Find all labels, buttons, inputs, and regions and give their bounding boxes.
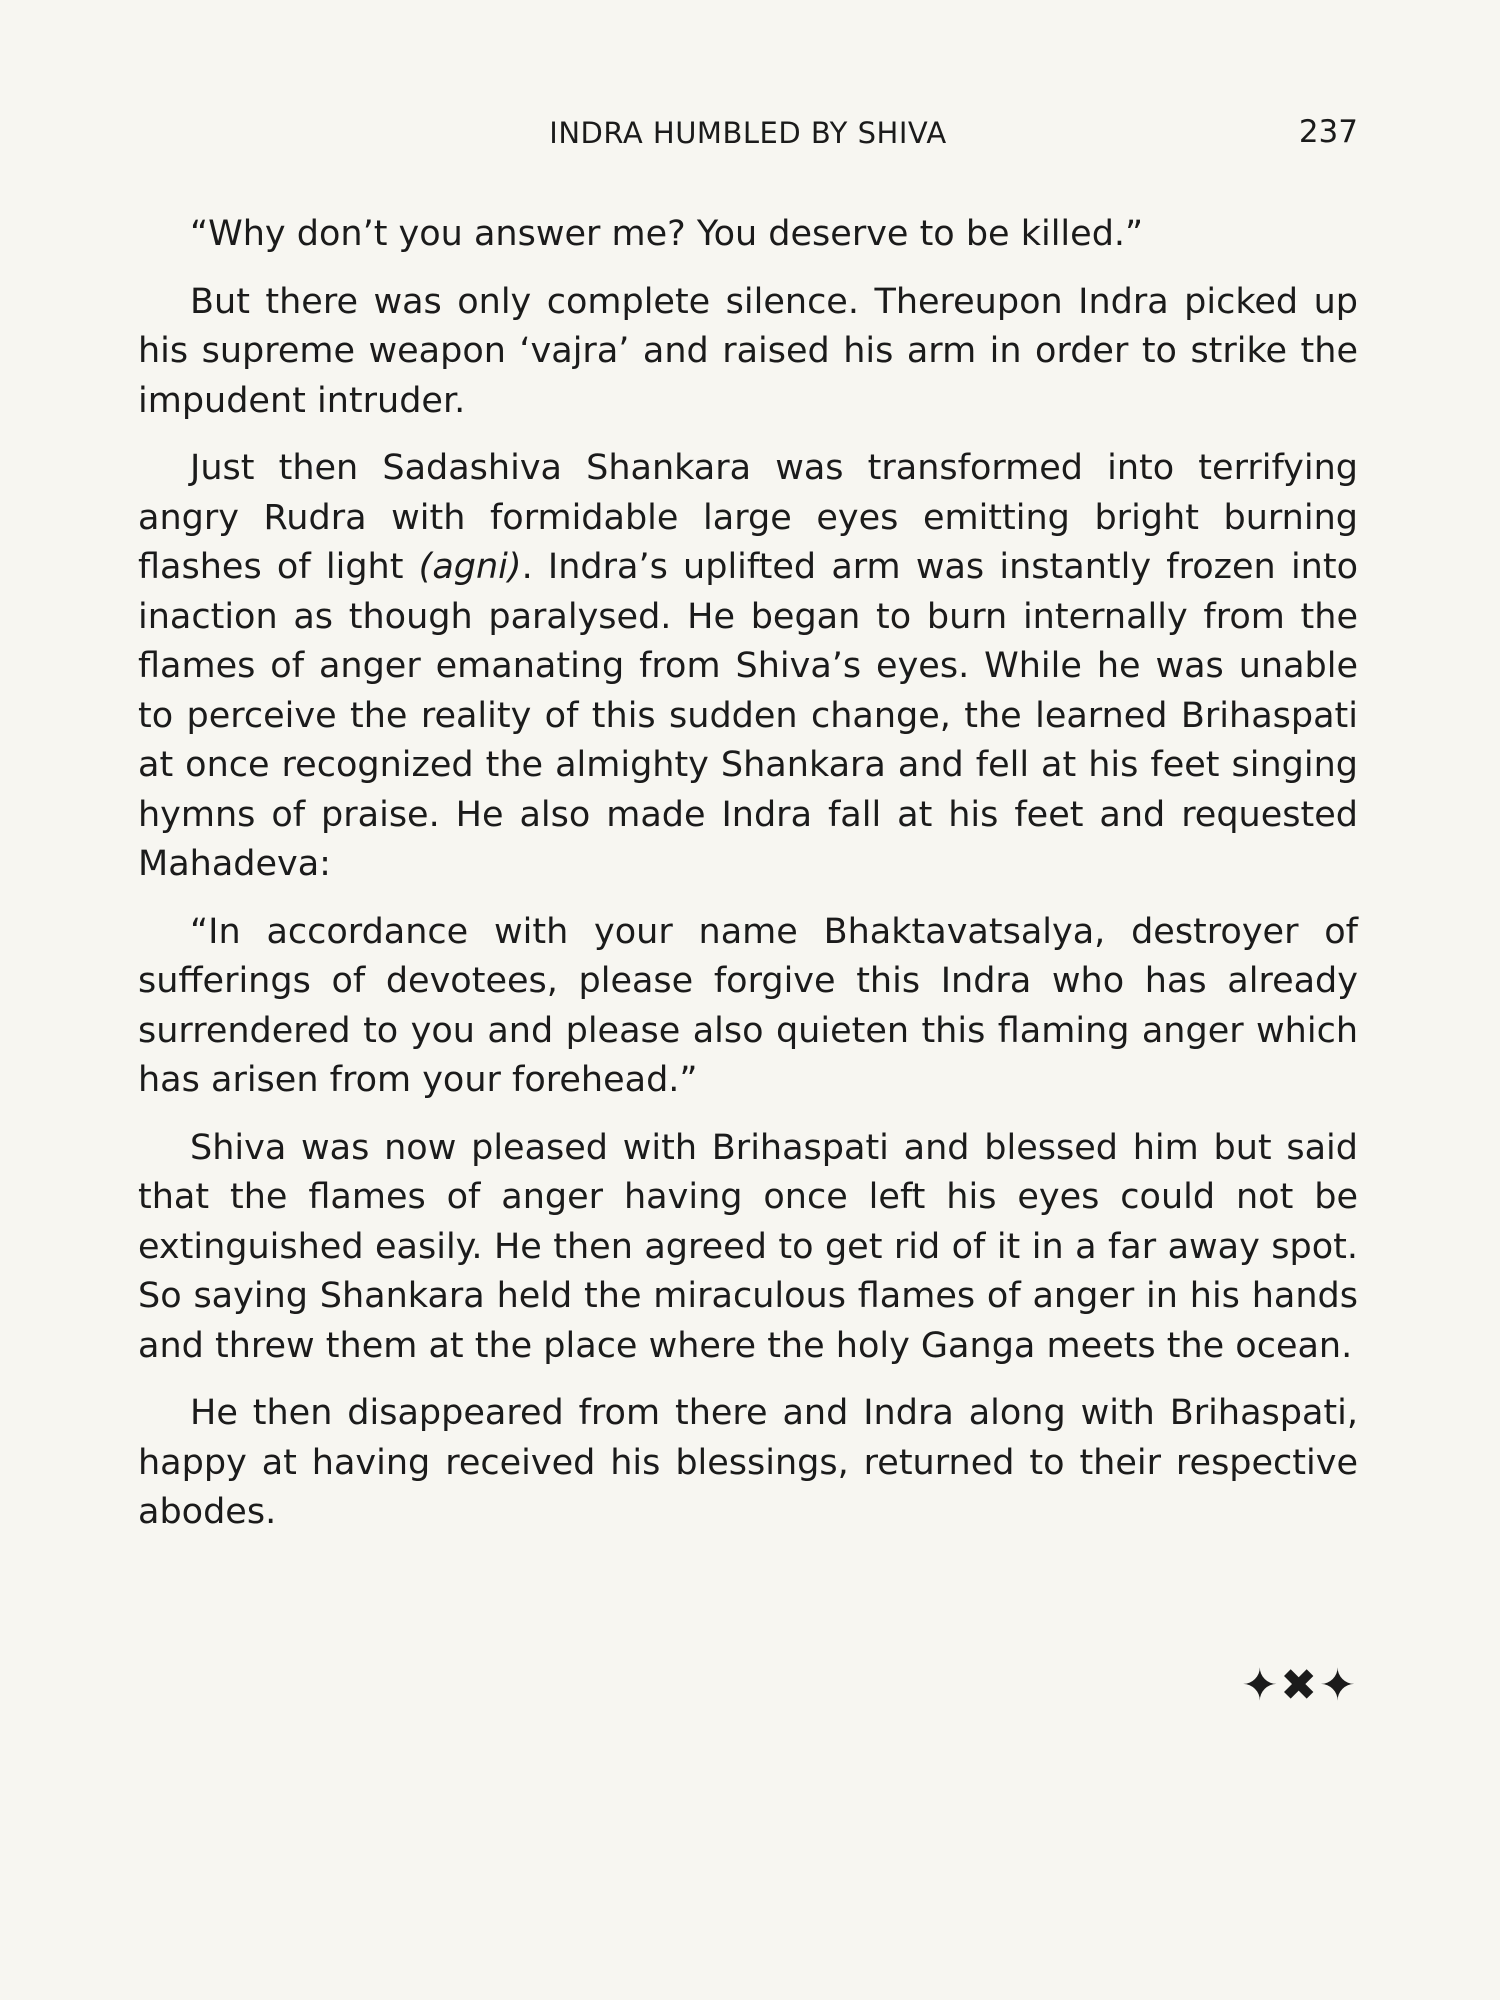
paragraph-1: “Why don’t you answer me? You deserve to be killed.” [190, 214, 1144, 254]
running-header [138, 110, 1358, 160]
paragraph-5: Shiva was now pleased with Brihaspati and blessed him but said that the flames of anger having once left his eyes could not be extinguished easily. He then agreed to get rid of it in a far away spot. So saying Shankara held the miraculous flames of anger in his hands and threw them at the place where the holy Ganga meets the ocean. [138, 1127, 1358, 1366]
paragraph-3-italic-term: (agni) [418, 547, 522, 587]
paragraph-4-quote: “In accordance with your name Bhaktavatsalya, destroyer of sufferings of devotees, please forgive this Indra who has already surrendered to you and please also quieten this flaming anger which has arisen from your forehead.” [138, 911, 1358, 1100]
paragraph-3 [138, 444, 1358, 890]
chapter-title: INDRA HUMBLED BY SHIVA [549, 116, 947, 150]
paragraph-3-part-b: . Indra’s uplifted arm was instantly frozen into inaction as though paralysed. He began to burn internally from the flames of anger emanating from Shiva’s eyes. While he was unable to perceive the reality of this sudden change, the learned Brihaspati at once recognized the almighty Shankara and fell at his feet singing hymns of praise. He also made Indra fall at his feet and requested Mahadeva: [138, 547, 1358, 884]
paragraph-3-part-a: Just then Sadashiva Shankara was transformed into terrifying angry Rudra with formidable large eyes emitting bright burning flashes of light [138, 448, 1358, 587]
paragraph-2: But there was only complete silence. Thereupon Indra picked up his supreme weapon ‘vajra’ and raised his arm in order to strike the impudent intruder. [138, 281, 1358, 421]
page-number: 237 [1298, 114, 1358, 150]
text-body [138, 210, 1358, 1556]
paragraph-6: He then disappeared from there and Indra along with Brihaspati, happy at having received his blessings, returned to their respective abodes. [138, 1393, 1358, 1532]
section-end-ornament: ✦✖✦ [1241, 1660, 1358, 1711]
